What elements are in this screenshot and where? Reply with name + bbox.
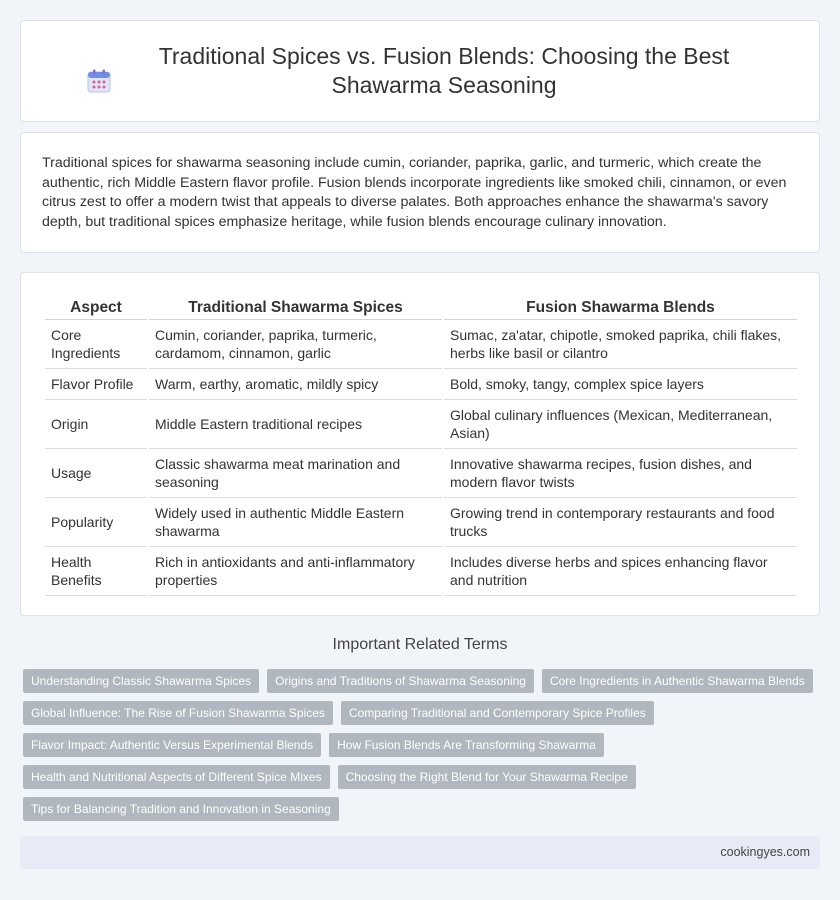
header-traditional: Traditional Shawarma Spices (149, 293, 442, 320)
row-traditional: Widely used in authentic Middle Eastern shawarma (149, 498, 442, 547)
table-row (45, 547, 797, 596)
related-tag[interactable]: Tips for Balancing Tradition and Innovation in Seasoning (23, 797, 339, 821)
intro-card (20, 132, 820, 253)
title-card (20, 20, 820, 122)
row-aspect: Popularity (45, 498, 147, 547)
related-tag[interactable]: Choosing the Right Blend for Your Shawarma Recipe (338, 765, 636, 789)
row-traditional: Classic shawarma meat marination and seasoning (149, 449, 442, 498)
table-row (45, 369, 797, 400)
row-fusion: Includes diverse herbs and spices enhancing flavor and nutrition (444, 547, 797, 596)
row-fusion: Sumac, za'atar, chipotle, smoked paprika, chili flakes, herbs like basil or cilantro (444, 320, 797, 369)
tag-row (23, 733, 823, 757)
intro-paragraph: Traditional spices for shawarma seasoning include cumin, coriander, paprika, garlic, and turmeric, which create the authentic, rich Middle Eastern flavor profile. Fusion blends incorporate ingredients like smoked chili, cinnamon, or even citrus zest to offer a modern twist that appeals to diverse palates. Both approaches enhance the shawarma's savory depth, but traditional spices emphasize heritage, while fusion blends encourage culinary innovation. (42, 155, 787, 230)
tag-row (23, 701, 823, 725)
related-terms-heading: Important Related Terms (332, 636, 508, 653)
related-tag[interactable]: Health and Nutritional Aspects of Different Spice Mixes (23, 765, 330, 789)
comparison-table-card (20, 272, 820, 616)
tag-row (23, 765, 823, 789)
row-aspect: Core Ingredients (45, 320, 147, 369)
related-tag[interactable]: Flavor Impact: Authentic Versus Experimental Blends (23, 733, 321, 757)
row-fusion: Bold, smoky, tangy, complex spice layers (444, 369, 797, 400)
row-aspect: Flavor Profile (45, 369, 147, 400)
row-fusion: Innovative shawarma recipes, fusion dishes, and modern flavor twists (444, 449, 797, 498)
tag-row (23, 797, 823, 821)
related-tag[interactable]: Origins and Traditions of Shawarma Seasoning (267, 669, 534, 693)
header-aspect: Aspect (45, 293, 147, 320)
title-wrap (70, 42, 770, 100)
related-tag[interactable]: Comparing Traditional and Contemporary Spice Profiles (341, 701, 654, 725)
calendar-icon (86, 68, 112, 94)
row-fusion: Global culinary influences (Mexican, Mediterranean, Asian) (444, 400, 797, 449)
row-aspect: Health Benefits (45, 547, 147, 596)
related-tag[interactable]: How Fusion Blends Are Transforming Shawarma (329, 733, 604, 757)
table-row (45, 449, 797, 498)
related-tag[interactable]: Core Ingredients in Authentic Shawarma Blends (542, 669, 813, 693)
tag-row (23, 669, 823, 693)
table-row (45, 320, 797, 369)
footer-site-link[interactable]: cookingyes.com (720, 845, 810, 859)
row-traditional: Middle Eastern traditional recipes (149, 400, 442, 449)
row-fusion: Growing trend in contemporary restaurants and food trucks (444, 498, 797, 547)
row-aspect: Usage (45, 449, 147, 498)
header-fusion: Fusion Shawarma Blends (444, 293, 797, 320)
row-traditional: Rich in antioxidants and anti-inflammatory properties (149, 547, 442, 596)
related-tags (23, 669, 823, 829)
table-row (45, 400, 797, 449)
related-tag[interactable]: Global Influence: The Rise of Fusion Shawarma Spices (23, 701, 333, 725)
footer (20, 836, 820, 869)
related-tag[interactable]: Understanding Classic Shawarma Spices (23, 669, 259, 693)
row-traditional: Warm, earthy, aromatic, mildly spicy (149, 369, 442, 400)
row-traditional: Cumin, coriander, paprika, turmeric, cardamom, cinnamon, garlic (149, 320, 442, 369)
comparison-table (43, 293, 799, 596)
row-aspect: Origin (45, 400, 147, 449)
table-header-row (45, 293, 797, 320)
table-row (45, 498, 797, 547)
page-title: Traditional Spices vs. Fusion Blends: Choosing the Best Shawarma Seasoning (158, 43, 730, 98)
